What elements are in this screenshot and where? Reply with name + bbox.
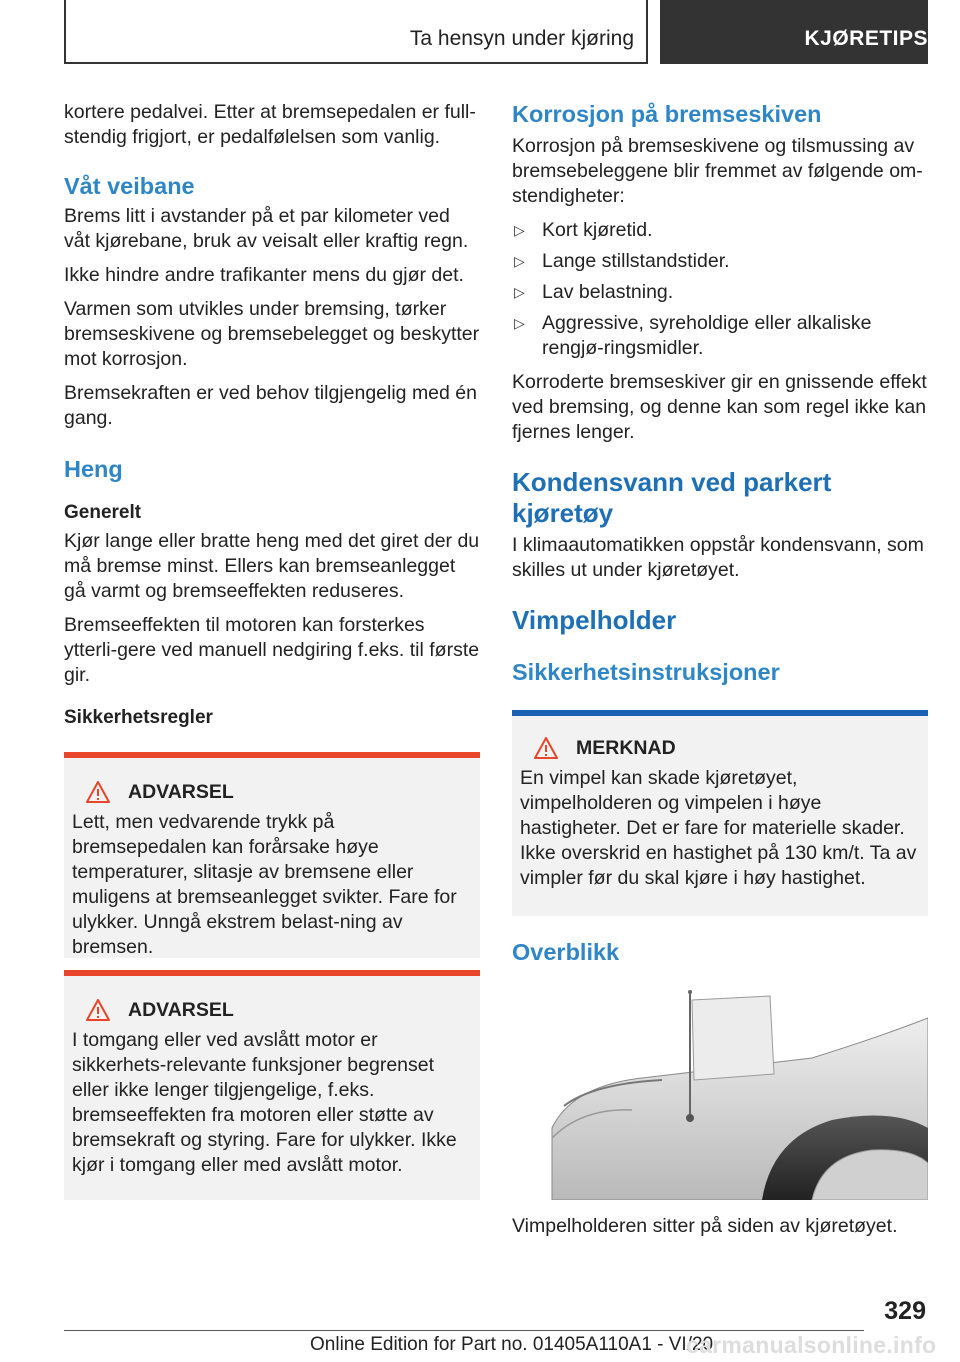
warning-triangle-icon	[86, 781, 110, 803]
section-title: Ta hensyn under kjøring	[64, 0, 648, 64]
overview-subheading: Overblikk	[512, 939, 620, 965]
corrosion-heading: Korrosjon på bremseskiven	[512, 101, 822, 127]
warning-box-1	[64, 752, 480, 958]
slope-heading: Heng	[64, 456, 123, 482]
pennant-holder-illustration	[512, 988, 928, 1200]
slope-paragraph-1: Kjør lange eller bratte heng med det giret der du må bremse minst. Ellers kan bremseanlegget gå varmt og bremseeffekten reduseres.	[64, 530, 480, 602]
warning-box-2	[64, 970, 480, 1200]
list-item: ▷ Aggressive, syreholdige eller alkaliske rengjø-ringsmidler.	[514, 312, 872, 359]
left-column	[64, 100, 480, 1200]
chapter-title: KJØRETIPS	[804, 27, 928, 50]
condensation-heading: Kondensvann ved parkert kjøretøy	[512, 467, 832, 528]
intro-paragraph: kortere pedalvei. Etter at bremsepedalen er full-stendig frigjort, er pedalfølelsen som vanlig.	[64, 101, 476, 148]
chapter-tab	[660, 0, 928, 64]
warning-title-row	[72, 780, 472, 804]
note-title: MERKNAD	[576, 737, 676, 759]
wet-road-paragraph-2: Ikke hindre andre trafikanter mens du gjør det.	[64, 264, 464, 286]
wet-road-paragraph-3: Varmen som utvikles under bremsing, tørker bremseskivene og bremsebelegget og beskytter mot korrosjon.	[64, 298, 480, 370]
bullet-triangle-icon: ▷	[514, 222, 525, 238]
list-item: ▷ Lav belastning.	[514, 281, 674, 303]
list-item: ▷ Kort kjøretid.	[514, 219, 653, 241]
note-text: En vimpel kan skade kjøretøyet, vimpelholderen og vimpelen i høye hastigheter. Det er fare for materielle skader. Ikke overskrid en hastighet på 130 km/t. Ta av vimpler før du skal kjøre i høy hastighet.	[520, 767, 917, 889]
condensation-paragraph: I klimaautomatikken oppstår kondensvann, som skilles ut under kjøretøyet.	[512, 534, 924, 581]
car-fender-image	[512, 988, 928, 1200]
bullet-triangle-icon: ▷	[514, 284, 525, 300]
page-number: 329	[884, 1297, 926, 1325]
general-subheading: Generelt	[64, 502, 142, 523]
footer-divider	[64, 1330, 864, 1331]
figure-caption: Vimpelholderen sitter på siden av kjøretøyet.	[512, 1215, 898, 1237]
watermark: carmanualsonline.info	[686, 1332, 937, 1358]
note-title-row	[520, 736, 920, 760]
warning-text: I tomgang eller ved avslått motor er sikkerhets-relevante funksjoner begrenset eller ikke lenger tilgjengelige, f.eks. bremseeffekten fra motoren eller støtte av bremsekraft og styring. Fare for ulykker. Ikke kjør i tomgang eller med avslått motor.	[72, 1029, 457, 1176]
safety-instructions-subheading: Sikkerhetsinstruksjoner	[512, 659, 780, 685]
list-item: ▷ Lange stillstandstider.	[514, 250, 730, 272]
corrosion-bullet-list	[512, 218, 928, 361]
bullet-triangle-icon: ▷	[514, 253, 525, 269]
warning-title-row	[72, 998, 472, 1022]
wet-road-paragraph-1: Brems litt i avstander på et par kilometer ved våt kjørebane, bruk av veisalt eller kraftig regn.	[64, 205, 469, 252]
warning-title: ADVARSEL	[128, 781, 234, 803]
right-column	[512, 100, 928, 1248]
wet-road-heading: Våt veibane	[64, 173, 195, 199]
safety-rules-subheading: Sikkerhetsregler	[64, 707, 213, 728]
corrosion-paragraph-1: Korrosjon på bremseskivene og tilsmussing av bremsebeleggene blir fremmet av følgende om-stendigheter:	[512, 135, 923, 207]
page-header	[64, 0, 928, 66]
wet-road-paragraph-4: Bremsekraften er ved behov tilgjengelig med én gang.	[64, 382, 477, 429]
warning-title: ADVARSEL	[128, 999, 234, 1021]
warning-text: Lett, men vedvarende trykk på bremsepedalen kan forårsake høye temperaturer, slitasje av bremsene eller muligens at bremseanlegget svikter. Fare for ulykker. Unngå ekstrem belast-ning av bremsen.	[72, 811, 457, 958]
warning-triangle-icon	[86, 999, 110, 1021]
pennant-heading: Vimpelholder	[512, 605, 677, 635]
slope-paragraph-2: Bremseeffekten til motoren kan forsterkes ytterli-gere ved manuell nedgiring f.eks. til første gir.	[64, 614, 480, 686]
corrosion-paragraph-2: Korroderte bremseskiver gir en gnissende effekt ved bremsing, og denne kan som regel ikke kan fjernes lenger.	[512, 371, 927, 443]
warning-triangle-icon	[534, 737, 558, 759]
note-box	[512, 710, 928, 916]
edition-footer: Online Edition for Part no. 01405A110A1 - VI/20	[310, 1334, 714, 1355]
bullet-triangle-icon: ▷	[514, 315, 525, 331]
